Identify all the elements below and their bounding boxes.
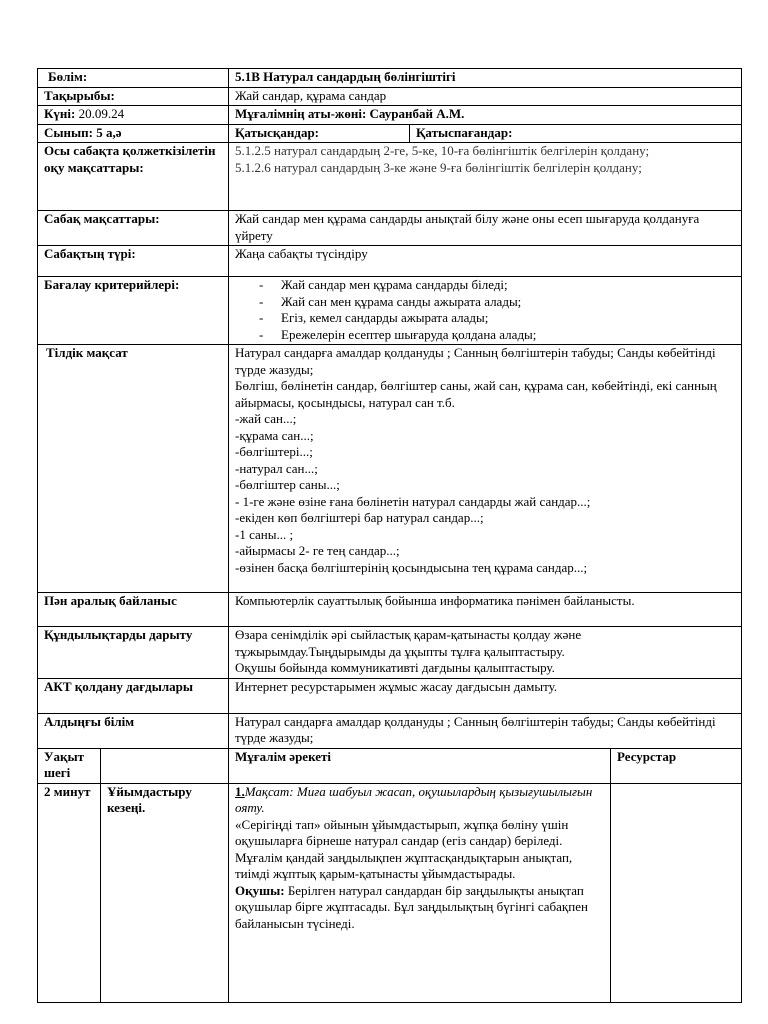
time-header: Уақыт шегі [38, 748, 101, 783]
row-type [38, 246, 742, 277]
criteria-list [235, 277, 735, 343]
attendance-cell [229, 124, 742, 143]
row-class [38, 124, 742, 143]
row-language [38, 345, 742, 593]
stage-name: Ұйымдастыру кезеңі. [101, 783, 229, 1002]
language-line: Натурал сандарға амалдар қолдануды ; Санның бөлгіштерін табуды; Санды көбейтінді түрде жазуды; [235, 345, 716, 377]
row-date [38, 106, 742, 125]
stage-time: 2 минут [38, 783, 101, 1002]
stage-resources [611, 783, 742, 1002]
resources-header: Ресурстар [611, 748, 742, 783]
stage-goal [235, 784, 604, 817]
section-label: Бөлім: [38, 69, 229, 88]
language-line: - 1-ге және өзіне ғана бөлінетін натурал сандарды жай сандар...; [235, 493, 591, 509]
language-line: -құрама сан...; [235, 427, 314, 443]
row-ict [38, 678, 742, 713]
criteria-item: - Жай сандар мен құрама сандарды біледі; [259, 277, 735, 294]
teacher-name: Мұғалімнің аты-жөні: Сауранбай А.М. [229, 106, 742, 125]
row-objectives [38, 143, 742, 211]
criteria-label: Бағалау критерийлері: [38, 277, 229, 345]
section-value: 5.1В Натурал сандардың бөлінгіштігі [229, 69, 742, 88]
row-prior [38, 713, 742, 748]
type-label: Сабақтың түрі: [38, 246, 229, 277]
row-criteria [38, 277, 742, 345]
language-line: Бөлгіш, бөлінетін сандар, бөлгіштер саны, жай сан, құрама сан, көбейтінді, екі санның айырмасы, қосындысы, натурал сан т.б. [235, 378, 717, 410]
criteria-item: - Ережелерін есептер шығаруда қолдана алады; [259, 327, 735, 344]
language-line: -өзінен басқа бөлгіштерінің қосындысына тең құрама сандар...; [235, 559, 588, 575]
lesson-plan-table [37, 68, 742, 1003]
type-value: Жаңа сабақты түсіндіру [229, 246, 742, 277]
goals-label: Сабақ мақсаттары: [38, 211, 229, 246]
language-line: -екіден көп бөлгіштері бар натурал сандар...; [235, 510, 484, 525]
ict-value: Интернет ресурстарымен жұмыс жасау дағдысын дамыту. [229, 678, 742, 713]
objective-line: 5.1.2.5 натурал сандардың 2-ге, 5-ке, 10-ға бөлінгіштік белгілерін қолдану; [235, 143, 650, 158]
student-label: Оқушы: [235, 882, 285, 898]
values-label: Құндылықтарды дарыту [38, 627, 229, 679]
criteria-value [229, 277, 742, 345]
stage-paragraph: «Серігіңді тап» ойынын ұйымдастырып, жұпқа бөліну үшін оқушыларға бірнеше натурал сандар (егіз сандар) беріледі. [235, 816, 569, 848]
language-line: -1 саны... ; [235, 526, 294, 542]
present-label: Қатысқандар: [235, 124, 320, 140]
stage-paragraph: Мұғалім қандай заңдылықпен жұптасқандықтарын анықтап, тиімді жұптық қарым-қатынасты ұйымдастырады. [235, 849, 573, 881]
prior-value: Натурал сандарға амалдар қолдануды ; Санның бөлгіштерін табуды; Санды көбейтінді түрде жазуды; [229, 713, 742, 748]
interdisciplinary-value: Компьютерлік сауаттылық бойынша информатика пәнімен байланысты. [229, 593, 742, 627]
values-line: Оқушы бойында коммуникативті дағдыны қалыптастыру. [235, 660, 555, 675]
goals-value: Жай сандар мен құрама сандарды анықтай білу және оны есеп шығаруда қолдануға үйрету [229, 211, 742, 246]
stage-student [235, 883, 604, 933]
student-text: Берілген натурал сандардан бір заңдылықты анықтап оқушылар бірге жұптасады. Бұл заңдылықтың бүгінгі сабақпен байланысын түсінеді. [235, 882, 588, 931]
objectives-value [229, 143, 742, 211]
date-label: Күні: [44, 106, 76, 121]
objective-line: 5.1.2.6 натурал сандардың 3-ке және 9-ға бөлінгіштік белгілерін қолдану; [235, 159, 642, 175]
interdisciplinary-label: Пән аралық байланыс [38, 593, 229, 627]
objectives-label: Осы сабақта қолжеткізілетін оқу мақсаттары: [38, 143, 229, 211]
date-value: 20.09.24 [78, 106, 125, 121]
language-value [229, 345, 742, 593]
stage-name-header [101, 748, 229, 783]
teacher-action-header: Мұғалім әрекеті [229, 748, 611, 783]
attendance-divider [670, 142, 742, 143]
row-goals [38, 211, 742, 246]
values-value [229, 627, 742, 679]
prior-label: Алдыңғы білім [38, 713, 229, 748]
class-label: Сынып: 5 а,ә [38, 124, 229, 143]
topic-value: Жай сандар, құрама сандар [229, 87, 742, 106]
row-section [38, 69, 742, 88]
criteria-item: - Жай сан мен құрама санды ажырата алады; [259, 294, 735, 311]
date-cell [38, 106, 229, 125]
stage-goal-text: Мақсат: Миға шабуыл жасап, оқушылардың қызығушылығын ояту. [235, 783, 593, 815]
stage-teacher-action [229, 783, 611, 1002]
language-line: -бөлгіштер саны...; [235, 477, 340, 492]
language-line: -айырмасы 2- ге тең сандар...; [235, 543, 400, 558]
criteria-item: - Егіз, кемел сандарды ажырата алады; [259, 310, 735, 327]
row-topic [38, 87, 742, 106]
values-line: Өзара сенімділік әрі сыйластық қарам-қатынасты қолдау және тұжырымдау.Тыңдырымды да ұқыпты тұлға қалыптастыру. [235, 627, 582, 659]
language-label: Тілдік мақсат [38, 345, 229, 593]
row-interdisciplinary [38, 593, 742, 627]
row-values [38, 627, 742, 679]
ict-label: АКТ қолдану дағдылары [38, 678, 229, 713]
topic-label: Тақырыбы: [38, 87, 229, 106]
stage-number: 1. [235, 783, 245, 799]
language-line: -бөлгіштері...; [235, 444, 313, 459]
absent-label: Қатыспағандар: [409, 125, 512, 143]
language-line: -натурал сан...; [235, 460, 318, 476]
row-stage-1 [38, 783, 742, 1002]
language-line: -жай сан...; [235, 411, 297, 426]
row-stages-header [38, 748, 742, 783]
